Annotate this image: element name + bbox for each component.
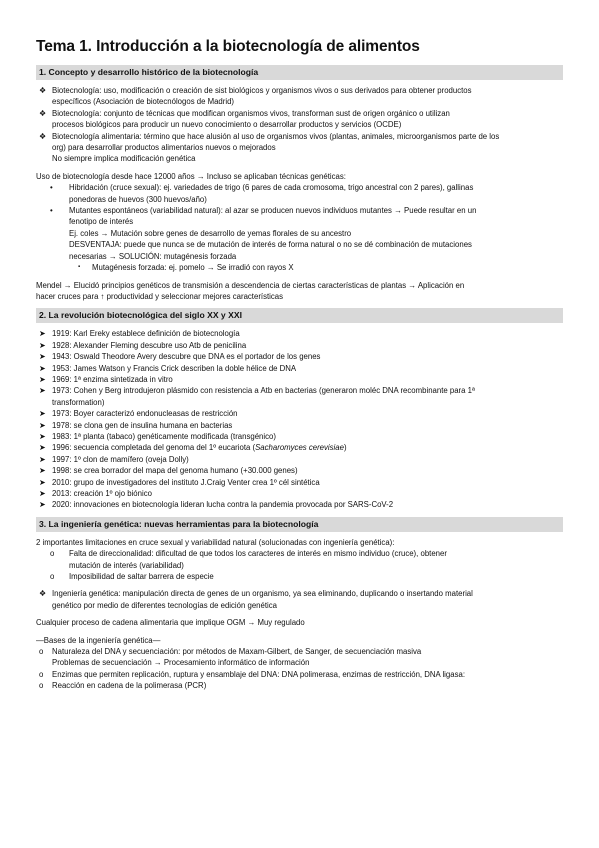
arrow-bullet-icon: ➤ (39, 454, 46, 464)
bases-title: —Bases de la ingeniería genética— (36, 635, 161, 645)
arrow-bullet-icon: ➤ (39, 329, 46, 339)
bases-item: o Enzimas que permiten replicación, ruptura y ensamblaje del DNA: DNA polimerasa, enzimas de restricción, DNA ligasa: (39, 669, 465, 679)
limitation-item: o Falta de direccionalidad: dificultad de que todos los caracteres de interés en mismo individuo (cruce), obtener mutación de interés (variabilidad) (50, 549, 447, 570)
ingenieria-item: ❖ Ingeniería genética: manipulación directa de genes de un organismo, ya sea eliminando, duplicando o insertando material genético por medio de diferentes tecnologías de edición genética (39, 589, 473, 610)
square-bullet-icon: ▪ (78, 264, 81, 271)
timeline-item: ➤ 1998: se crea borrador del mapa del genoma humano (+30.000 genes) (39, 466, 298, 476)
diamond-bullet-icon: ❖ (39, 108, 46, 118)
timeline-item: ➤ 1973: Cohen y Berg introdujeron plásmido con resistencia a Atb en bacterias (generaron moléc DNA recombinante para 1ª transformation) (39, 386, 475, 407)
arrow-bullet-icon: ➤ (39, 340, 46, 350)
section-header-2: 2. La revolución biotecnológica del siglo XX y XXI (36, 308, 563, 323)
paragraph-mendel: Mendel → Elucidó principios genéticos de transmisión a descendencia de ciertas características de plantas → Aplicación en hacer cruces para ↑ productividad y seleccionar mejores características (36, 280, 465, 301)
section-header-3: 3. La ingeniería genética: nuevas herramientas para la biotecnología (36, 517, 563, 532)
species-name: Sacharomyces cerevisiae (255, 443, 344, 453)
diamond-bullet-icon: ❖ (39, 131, 46, 141)
arrow-bullet-icon: ➤ (39, 363, 46, 373)
definition-item: ❖ Biotecnología alimentaria: término que hace alusión al uso de organismos vivos (plantas, animales, microorganismos parte de los org) para desarrollar productos alimentarios nuevos o mejorados No siempre implica modificación genética (39, 131, 500, 164)
timeline-item: ➤ 1978: se clona gen de insulina humana en bacterias (39, 420, 233, 430)
arrow-bullet-icon: ➤ (39, 420, 46, 430)
arrow-bullet-icon: ➤ (39, 352, 46, 362)
paragraph-uso: Uso de biotecnología desde hace 12000 años → Incluso se aplicaban técnicas genéticas: (36, 171, 346, 181)
timeline-list (36, 328, 563, 511)
arrow-bullet-icon: ➤ (39, 477, 46, 487)
timeline-item: ➤ 2020: innovaciones en biotecnología lideran lucha contra la pandemia provocada por SARS-CoV-2 (39, 500, 394, 510)
timeline-item: ➤ 1928: Alexander Fleming descubre uso Atb de penicilina (39, 340, 247, 350)
subtechnique-item: ▪ Mutagénesis forzada: ej. pomelo → Se irradió con rayos X (78, 263, 294, 273)
arrow-bullet-icon: ➤ (39, 386, 46, 396)
technique-item-mutantes: • Mutantes espontáneos (variabilidad natural): al azar se producen nuevos individuos mutantes → Puede resultar en un fenotipo de interés Ej. coles → Mutación sobre genes de desarrollo de yemas florales de su ancestro DESVENTAJA: puede que nunca se de mutación de interés de forma natural o no se dé combinación de mutaciones necesarias → SOLUCIÓN: mutagénesis forzada (50, 206, 477, 261)
arrow-bullet-icon: ➤ (39, 374, 46, 384)
bases-list (36, 646, 563, 692)
arrow-bullet-icon: ➤ (39, 431, 46, 441)
limitation-item: o Imposibilidad de saltar barrera de especie (50, 572, 214, 582)
timeline-item: ➤ 2010: grupo de investigadores del instituto J.Craig Venter crea 1º cél sintética (39, 477, 320, 487)
limitation-list (36, 548, 563, 582)
timeline-item: ➤ 1943: Oswald Theodore Avery descubre que DNA es el portador de los genes (39, 352, 321, 362)
definition-item: ❖ Biotecnología: conjunto de técnicas que modifican organismos vivos, transforman sust de origen orgánico o utilizan procesos biológicos para producir un nuevo conocimiento o desarrollar productos y servicios (OCDE) (39, 108, 450, 130)
ingenieria-list (36, 588, 563, 611)
timeline-item: ➤ 1997: 1º clon de mamífero (oveja Dolly) (39, 454, 189, 464)
timeline-item: ➤ 1983: 1ª planta (tabaco) genéticamente modificada (transgénico) (39, 431, 276, 441)
arrow-bullet-icon: ➤ (39, 409, 46, 419)
timeline-item: ➤ 1969: 1ª enzima sintetizada in vitro (39, 374, 173, 384)
circle-bullet-icon: o (39, 669, 44, 679)
definition-list (36, 85, 563, 165)
diamond-bullet-icon: ❖ (39, 589, 46, 599)
paragraph-ogm: Cualquier proceso de cadena alimentaria que implique OGM → Muy regulado (36, 618, 305, 628)
timeline-item: ➤ 2013: creación 1º ojo biónico (39, 489, 152, 498)
paragraph-limitaciones: 2 importantes limitaciones en cruce sexual y variabilidad natural (solucionadas con ingeniería genética): (36, 537, 395, 547)
bases-item: o Reacción en cadena de la polimerasa (PCR) (39, 681, 207, 691)
circle-bullet-icon: o (39, 647, 44, 657)
diamond-bullet-icon: ❖ (39, 86, 46, 95)
document-title: Tema 1. Introducción a la biotecnología de alimentos (36, 38, 420, 55)
timeline-item: ➤ 1973: Boyer caracterizó endonucleasas de restricción (39, 409, 238, 419)
subtechnique-list (36, 262, 563, 273)
timeline-item: ➤ 1953: James Watson y Francis Crick describen la doble hélice de DNA (39, 363, 297, 373)
timeline-item: ➤ 1996: secuencia completada del genoma del 1º eucariota (Sacharomyces cerevisiae) (39, 443, 347, 453)
technique-item-hibridacion: • Hibridación (cruce sexual): ej. variedades de trigo (6 pares de cada cromosoma, trigo ancestral con 2 pares), gallinas ponedoras de huevos (300 huevos/año) (50, 183, 474, 204)
arrow-bullet-icon: ➤ (39, 466, 46, 476)
disc-bullet-icon: • (50, 206, 53, 216)
circle-bullet-icon: o (50, 549, 55, 559)
bases-item: o Naturaleza del DNA y secuenciación: por métodos de Maxam-Gilbert, de Sanger, de secuenciación masiva Problemas de secuenciación → Procesamiento informático de información (39, 647, 422, 668)
arrow-bullet-icon: ➤ (39, 500, 46, 510)
arrow-bullet-icon: ➤ (39, 443, 46, 453)
arrow-bullet-icon: ➤ (39, 489, 46, 498)
circle-bullet-icon: o (50, 572, 55, 582)
section-header-1: 1. Concepto y desarrollo histórico de la biotecnología (36, 65, 563, 80)
definition-item: ❖ Biotecnología: uso, modificación o creación de sist biológicos y organismos vivos o sus derivados para obtener productos específicos (Asociación de biotecnólogos de Madrid) (39, 86, 472, 107)
technique-list (36, 182, 563, 262)
timeline-item: ➤ 1919: Karl Ereky establece definición de biotecnología (39, 329, 240, 339)
disc-bullet-icon: • (50, 183, 53, 193)
circle-bullet-icon: o (39, 681, 44, 691)
